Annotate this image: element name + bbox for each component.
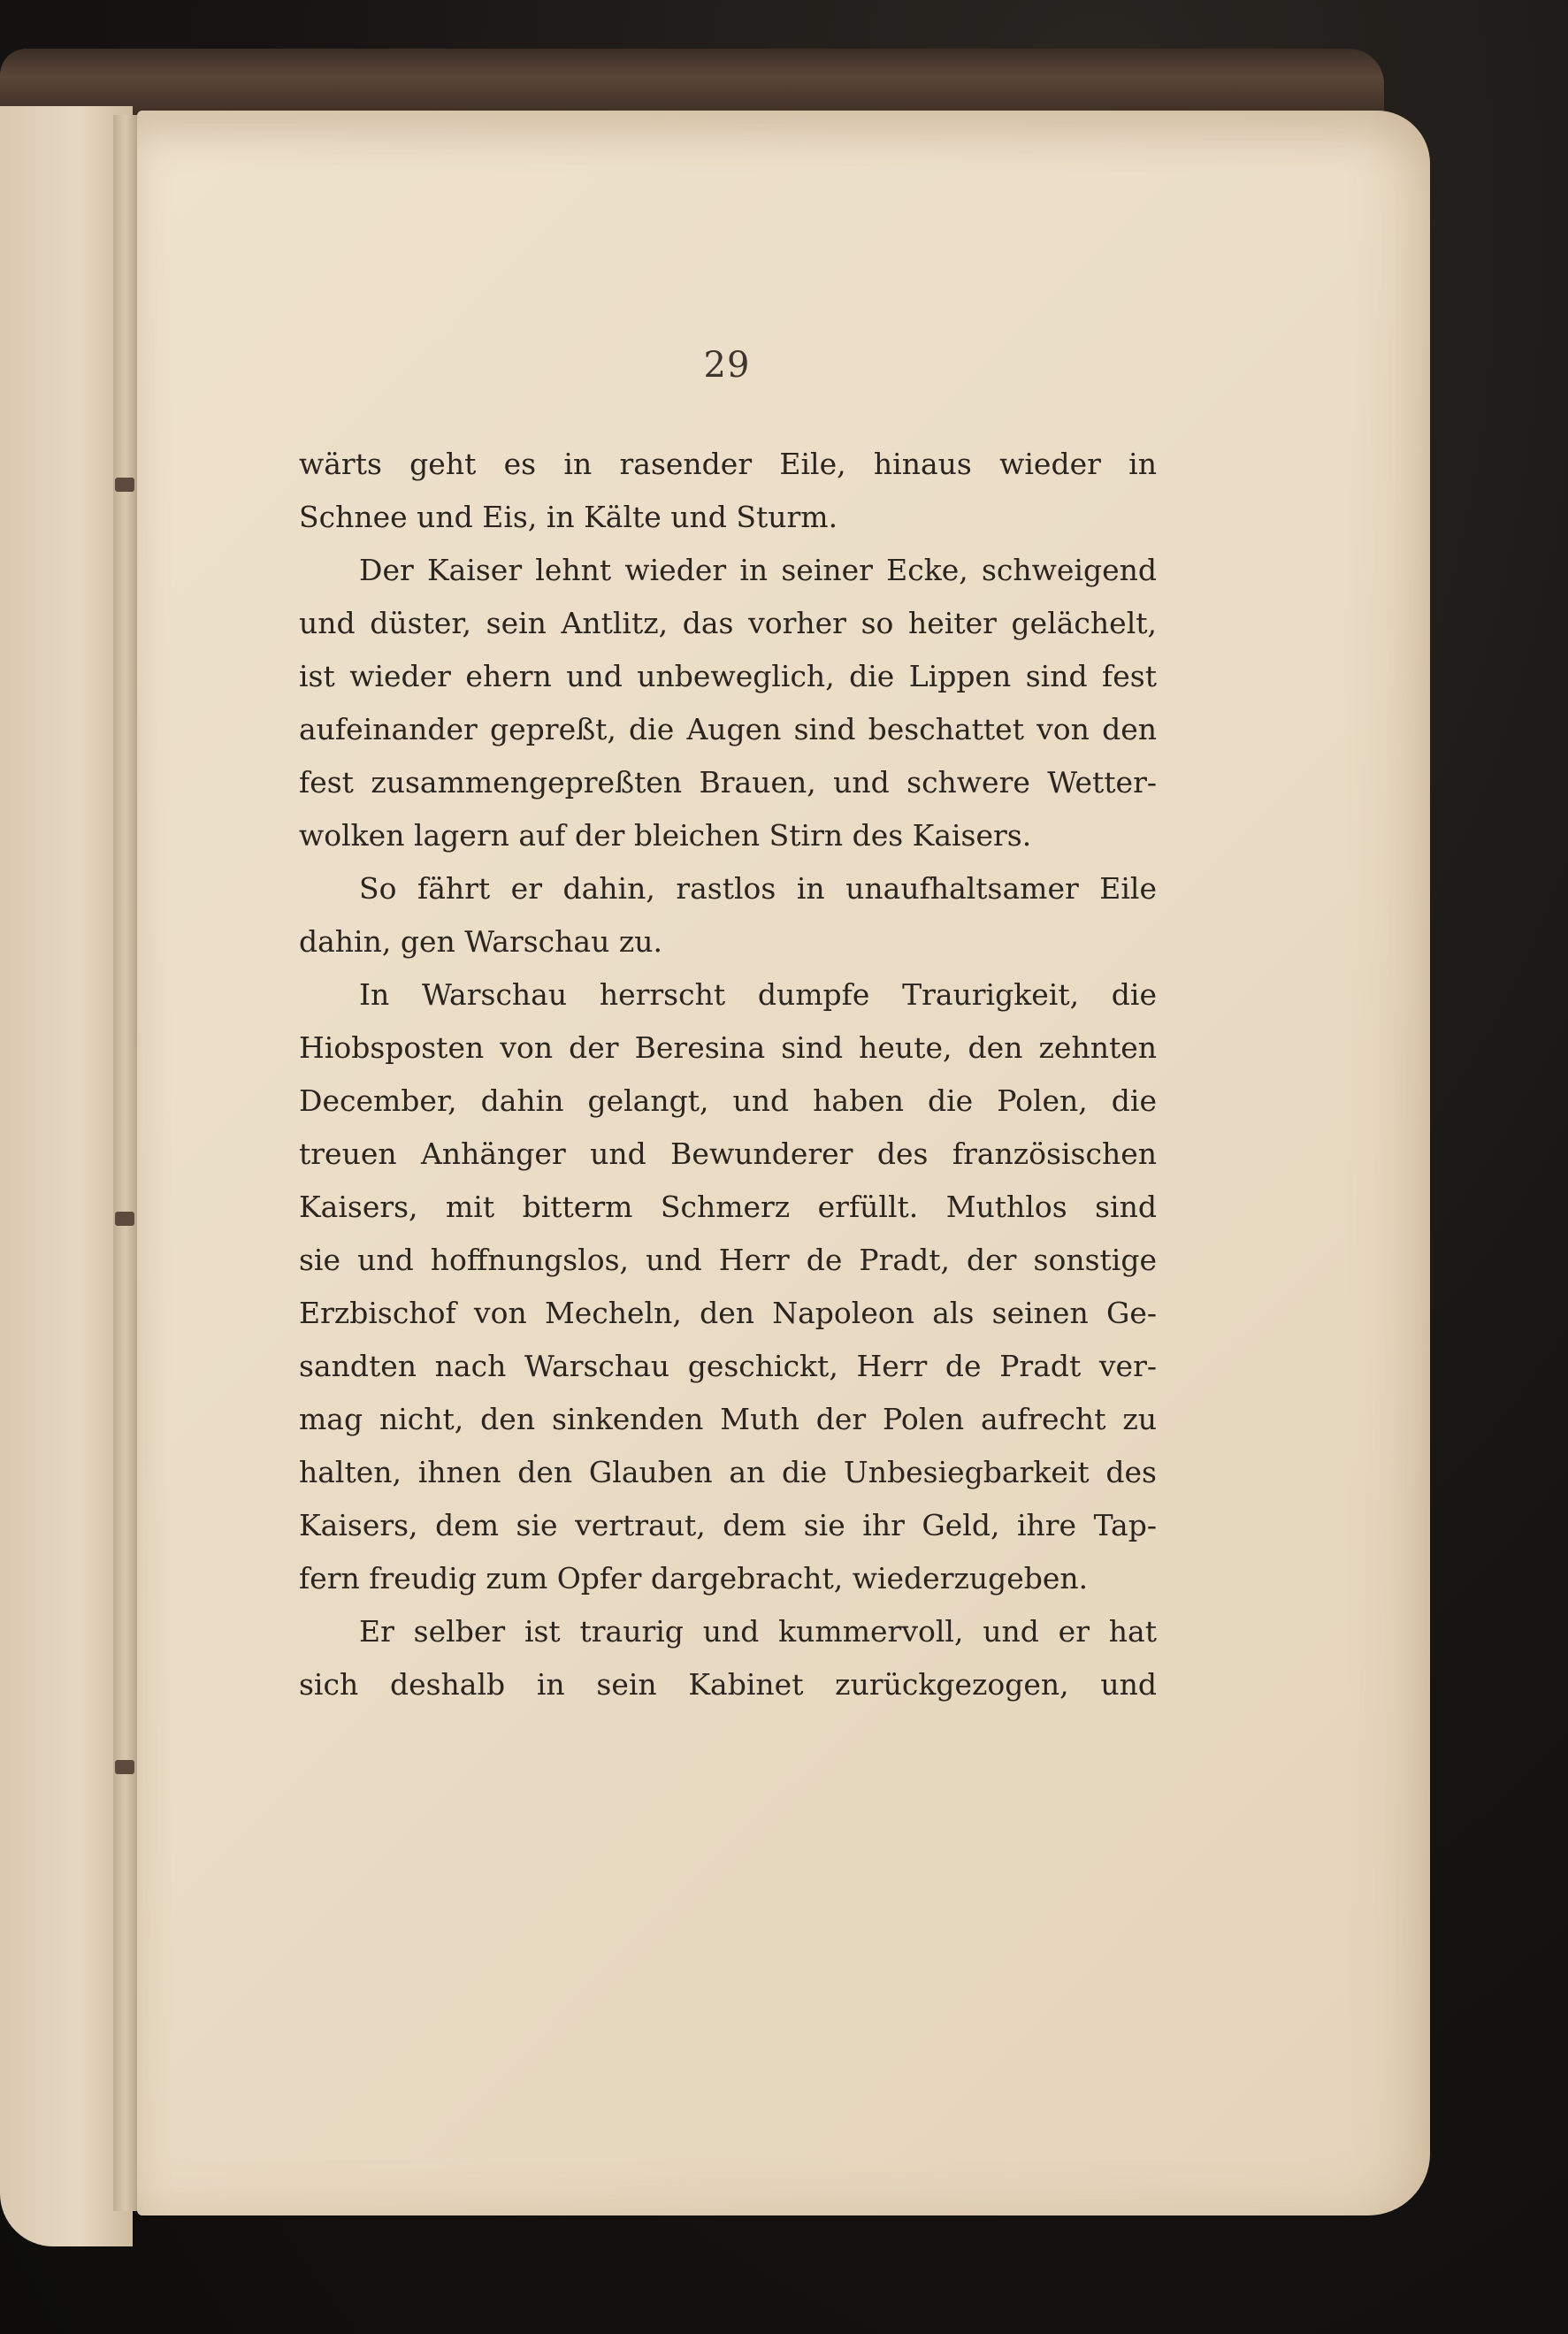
text-line: Erzbischof von Mecheln, den Napoleon als seinen Ge- [299, 1296, 1157, 1330]
text-line: halten, ihnen den Glauben an die Unbesiegbarkeit des [299, 1455, 1157, 1489]
text-line: fern freudig zum Opfer dargebracht, wiederzugeben. [299, 1561, 1089, 1596]
text-line: Er selber ist traurig und kummervoll, und er hat [359, 1614, 1157, 1649]
text-line: fest zusammengepreßten Brauen, und schwere Wetter- [299, 765, 1157, 800]
text-line: aufeinander gepreßt, die Augen sind beschattet von den [299, 712, 1157, 746]
binding-stitch [115, 1760, 134, 1774]
text-line: treuen Anhänger und Bewunderer des französischen [299, 1136, 1157, 1171]
text-line: sich deshalb in sein Kabinet zurückgezogen, und [299, 1667, 1157, 1702]
text-line: In Warschau herrscht dumpfe Traurigkeit, die [359, 977, 1157, 1012]
book-top-edge [0, 49, 1384, 119]
text-line: So fährt er dahin, rastlos in unaufhaltsamer Eile [359, 871, 1157, 906]
text-line: December, dahin gelangt, und haben die Polen, die [299, 1083, 1157, 1118]
text-line: Hiobsposten von der Beresina sind heute, den zehnten [299, 1030, 1157, 1065]
page-number: 29 [703, 345, 751, 386]
text-line: wolken lagern auf der bleichen Stirn des Kaisers. [299, 818, 1032, 853]
text-line: und düster, sein Antlitz, das vorher so heiter gelächelt, [299, 606, 1157, 640]
text-line: dahin, gen Warschau zu. [299, 924, 662, 959]
text-line: wärts geht es in rasender Eile, hinaus wieder in [299, 447, 1157, 481]
text-line: Der Kaiser lehnt wieder in seiner Ecke, schweigend [359, 553, 1157, 587]
book-gutter [113, 115, 138, 2211]
text-line: Kaisers, dem sie vertraut, dem sie ihr Geld, ihre Tap- [299, 1508, 1157, 1542]
text-line: mag nicht, den sinkenden Muth der Polen aufrecht zu [299, 1402, 1157, 1436]
text-line: ist wieder ehern und unbeweglich, die Lippen sind fest [299, 659, 1157, 693]
text-line: sie und hoffnungslos, und Herr de Pradt, der sonstige [299, 1243, 1157, 1277]
binding-stitch [115, 1212, 134, 1226]
text-line: sandten nach Warschau geschickt, Herr de Pradt ver- [299, 1349, 1157, 1383]
text-line: Schnee und Eis, in Kälte und Sturm. [299, 500, 838, 534]
binding-stitch [115, 478, 134, 492]
page-text [299, 438, 1157, 1711]
text-line: Kaisers, mit bitterm Schmerz erfüllt. Muthlos sind [299, 1190, 1157, 1224]
